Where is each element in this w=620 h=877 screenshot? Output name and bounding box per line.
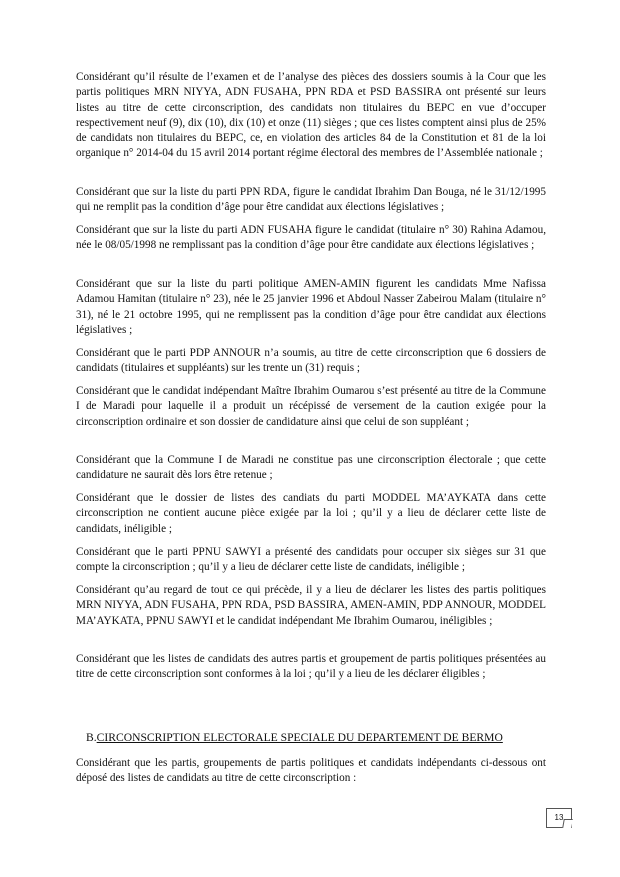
paragraph-4: Considérant que sur la liste du parti politique AMEN-AMIN figurent les candidats Mme Nafissa Adamou Hamitan (titulaire n° 23), née le 25 janvier 1996 et Abdoul Nasser Zabeirou Malam (titulaire n° 31), né le 21 octobre 1995, qui ne remplissent pas la condition d’âge pour être candidat aux élections législatives ; — [76, 278, 546, 336]
paragraph-12: Considérant que les partis, groupements de partis politiques et candidats indépendants ci-dessous ont déposé des listes de candidats au titre de cette circonscription : — [76, 757, 546, 785]
paragraph-6: Considérant que le candidat indépendant Maître Ibrahim Oumarou s’est présenté au titre de la Commune I de Maradi pour laquelle il a produit un récépissé de versement de la caution exigée pour la circonscription ordinaire et son dossier de candidature ainsi que celui de son suppléant ; — [76, 385, 546, 428]
section-heading-prefix: B. — [86, 731, 97, 744]
paragraph-10: Considérant qu’au regard de tout ce qui précède, il y a lieu de déclarer les listes des partis politiques MRN NIYYA, ADN FUSAHA, PPN RDA, PSD BASSIRA, AMEN-AMIN, PDP ANNOUR, MODDEL MA’AYKATA, PPNU SAWYI et le candidat indépendant Me Ibrahim Oumarou, inéligibles ; — [76, 584, 546, 627]
section-heading — [86, 730, 503, 745]
section-heading-title: CIRCONSCRIPTION ELECTORALE SPECIALE DU DEPARTEMENT DE BERMO — [96, 731, 503, 744]
paragraph-5: Considérant que le parti PDP ANNOUR n’a soumis, au titre de cette circonscription que 6 dossiers de candidats (titulaires et suppléants) sur les trente un (31) requis ; — [76, 347, 546, 375]
paragraph-7: Considérant que la Commune I de Maradi ne constitue pas une circonscription électorale ; que cette candidature ne saurait dès lors être retenue ; — [76, 454, 546, 482]
paragraph-9: Considérant que le parti PPNU SAWYI a présenté des candidats pour occuper six sièges sur 31 que compte la circonscription ; qu’il y a lieu de déclarer cette liste de candidats, inéligible ; — [76, 546, 546, 574]
paragraph-1: Considérant qu’il résulte de l’examen et de l’analyse des pièces des dossiers soumis à la Cour que les partis politiques MRN NIYYA, ADN FUSAHA, PPN RDA et PSD BASSIRA ont présenté sur leurs listes au titre de cette circonscription, des candidats non titulaires du BEPC en vue d’occuper respectivement neuf (9), dix (10), dix (10) et onze (11) sièges ; que ces listes comptent ainsi plus de 25% de candidats non titulaires du BEPC, ce, en violation des articles 84 de la Constitution et 81 de la loi organique n° 2014-04 du 15 avril 2014 portant régime électoral des membres de l’Assemblée nationale ; — [76, 71, 546, 160]
paragraph-11: Considérant que les listes de candidats des autres partis et groupement de partis politiques présentées au titre de cette circonscription sont conformes à la loi ; qu’il y a lieu de les déclarer éligibles ; — [76, 653, 546, 681]
page-number: 13 — [546, 808, 572, 828]
paragraph-2: Considérant que sur la liste du parti PPN RDA, figure le candidat Ibrahim Dan Bouga, né le 31/12/1995 qui ne remplit pas la condition d’âge pour être candidat aux élections législatives ; — [76, 186, 546, 214]
paragraph-8: Considérant que le dossier de listes des candiats du parti MODDEL MA’AYKATA dans cette circonscription ne contient aucune pièce exigée par la loi ; qu’il y a lieu de déclarer cette liste de candidats, inéligible ; — [76, 492, 546, 535]
paragraph-3: Considérant que sur la liste du parti ADN FUSAHA figure le candidat (titulaire n° 30) Rahina Adamou, née le 08/05/1998 ne remplissant pas la condition d’âge pour être candidate aux élections législatives ; — [76, 224, 546, 252]
